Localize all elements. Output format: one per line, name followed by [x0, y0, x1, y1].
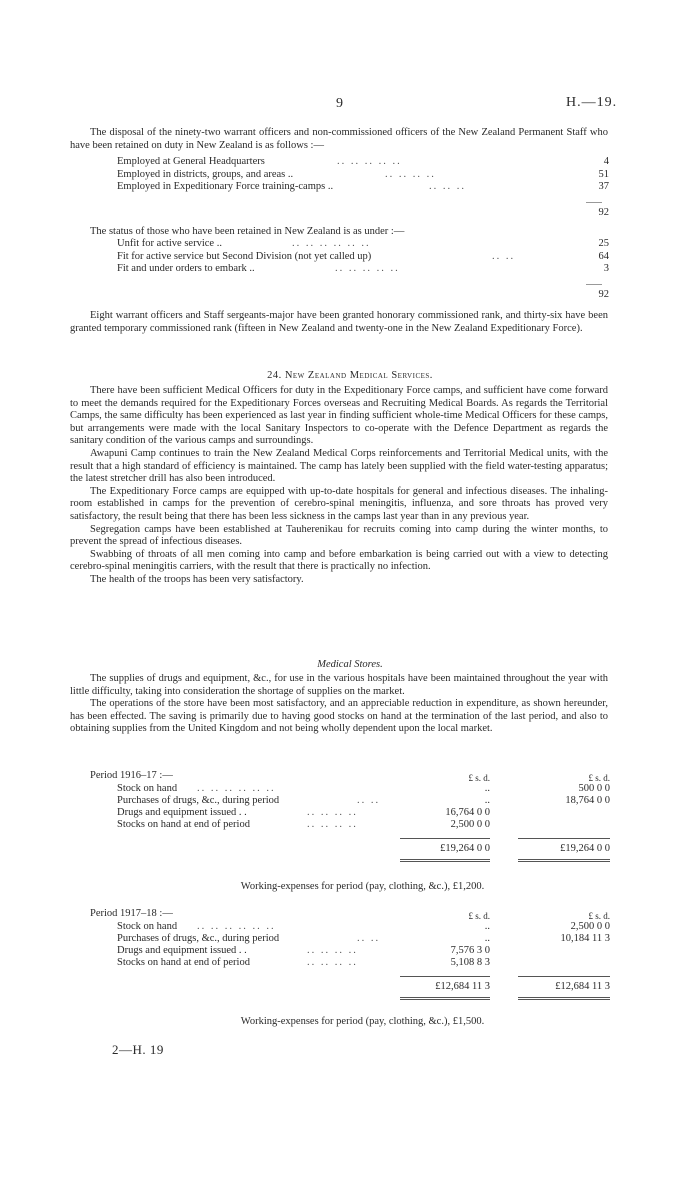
subtotal-rule	[400, 838, 490, 839]
warrant-officers-list	[117, 156, 609, 194]
subtotal-rule	[518, 976, 610, 977]
paragraph: The supplies of drugs and equipment, &c., for use in the various hospitals have been maintained throughout the year with little difficulty, taking into consideration the shortage of supplies on the market.	[70, 673, 608, 697]
list-item: Fit for active service but Second Division (not yet called up) .. .. 64	[117, 250, 609, 262]
column-header: £ s. d.	[468, 773, 490, 783]
paragraph: Segregation camps have been established at Tauherenikau for recruits coming into camp during the winter months, to prevent the spread of infectious diseases.	[70, 523, 608, 548]
ledger-1916-17	[90, 770, 610, 890]
ledger-row: Stocks on hand at end of period .. .. .. .. 2,500 0 0	[117, 819, 490, 830]
paragraph: Swabbing of throats of all men coming into camp and before embarkation is being carried out with a view to detecting cerebro-spinal meningitis carriers, with the result that there is practically no infection.	[70, 548, 608, 573]
ledger-row: Purchases of drugs, &c., during period .. .. .. 10,184 11 3	[117, 933, 610, 944]
total-double-rule	[518, 859, 610, 862]
ledger-1917-18	[90, 908, 610, 1028]
paragraph: There have been sufficient Medical Officers for duty in the Expeditionary Force camps, and sufficient have come forward to meet the demands required for the Expeditionary Forces overseas and Recruiting Medical Boards. As regards the Territorial Camps, the same difficulty has been experienced as last year in finding sufficient whole-time Medical Officers for these camps, but arrangements were made with the local Sanitary Inspectors to co-operate with the Defence Department as regards the sanitary condition of the various camps and surroundings.	[70, 385, 608, 447]
page-number: 9	[336, 96, 343, 111]
list-item: Employed in districts, groups, and areas .. .. .. .. .. 51	[117, 168, 609, 180]
signature-mark: 2—H. 19	[112, 1042, 164, 1057]
status-list	[117, 238, 609, 276]
column-header: £ s. d.	[588, 773, 610, 783]
ledger-row: Stock on hand .. .. .. .. .. .. .. 500 0 0	[117, 783, 610, 794]
list-item: Employed at General Headquarters .. .. .. .. .. 4	[117, 156, 609, 167]
medical-stores-body	[70, 673, 608, 736]
paragraph: The health of the troops has been very satisfactory.	[90, 573, 304, 585]
section-heading	[0, 370, 700, 383]
paragraph: The operations of the store have been most satisfactory, and an appreciable reduction in expenditure, as shown hereunder, has been effected. The saving is primarily due to having good stocks on hand at the termination of the last period, and also to obtaining supplies from the United Kingdom and not being wholly dependent upon the local market.	[70, 698, 608, 735]
total-rule	[586, 202, 602, 203]
working-expenses-1916-17: Working-expenses for period (pay, clothing, &c.), £1,200.	[240, 881, 485, 892]
subtotal-rule	[400, 976, 490, 977]
period-total: £12,684 11 3	[555, 981, 610, 992]
list-item: Fit and under orders to embark .. .. .. .. .. .. 3	[117, 263, 609, 275]
column-header: £ s. d.	[468, 911, 490, 921]
column-header: £ s. d.	[588, 911, 610, 921]
total-double-rule	[400, 859, 490, 862]
ledger-row: Drugs and equipment issued . . .. .. .. .. 16,764 0 0	[117, 807, 490, 818]
total-double-rule	[518, 997, 610, 1000]
ledger-row: Purchases of drugs, &c., during period .. .. .. 18,764 0 0	[117, 795, 610, 806]
period-total: £19,264 0 0	[440, 843, 490, 854]
section-title: New Zealand Medical Services.	[284, 370, 433, 381]
period-total: £19,264 0 0	[560, 843, 610, 854]
period-label: Period 1917–18 :—	[90, 908, 173, 919]
document-code: H.—19.	[566, 95, 618, 110]
honorary-rank-paragraph: Eight warrant officers and Staff sergeants-major have been granted honorary commissioned rank, and thirty-six have been granted temporary commissioned rank (fifteen in New Zealand and twenty-one in the New Zealand Expeditionary Force).	[70, 310, 608, 334]
warrant-officers-intro: The disposal of the ninety-two warrant officers and non-commissioned officers of the New Zealand Permanent Staff who have been retained on duty in New Zealand is as follows :—	[70, 127, 608, 151]
status-total: 92	[598, 289, 609, 300]
list-item: Unfit for active service .. .. .. .. .. .. .. 25	[117, 238, 609, 249]
subtotal-rule	[518, 838, 610, 839]
section-number: 24.	[267, 370, 282, 381]
ledger-row: Stock on hand .. .. .. .. .. .. .. 2,500 0 0	[117, 921, 610, 932]
paragraph: Awapuni Camp continues to train the New Zealand Medical Corps reinforcements and Territorial Medical units, with the result that a high standard of efficiency is maintained. The camp has lately been supplied with the field water-testing apparatus; the latest stretcher drill has also been introduced.	[70, 447, 608, 485]
medical-services-body	[70, 385, 608, 587]
list-item: Employed in Expeditionary Force training-camps .. .. .. .. 37	[117, 181, 609, 193]
total-double-rule	[400, 997, 490, 1000]
medical-stores-heading: Medical Stores.	[317, 659, 383, 670]
ledger-row: Stocks on hand at end of period .. .. .. .. 5,108 8 3	[117, 957, 490, 968]
ledger-row: Drugs and equipment issued . . .. .. .. .. 7,576 3 0	[117, 945, 490, 956]
warrant-officers-total: 92	[598, 207, 609, 218]
period-label: Period 1916–17 :—	[90, 770, 173, 781]
status-intro: The status of those who have been retained in New Zealand is as under :—	[90, 226, 405, 237]
working-expenses-1917-18: Working-expenses for period (pay, clothing, &c.), £1,500.	[240, 1016, 485, 1027]
total-rule	[586, 284, 602, 285]
period-total: £12,684 11 3	[435, 981, 490, 992]
paragraph: The Expeditionary Force camps are equipped with up-to-date hospitals for general and infectious diseases. The inhaling-room established in camps for the prevention of cerebro-spinal meningitis, influenza, and sore throats has proved very satisfactory, the result being that there has been less sickness in the camps last year than in any previous year.	[70, 485, 608, 522]
